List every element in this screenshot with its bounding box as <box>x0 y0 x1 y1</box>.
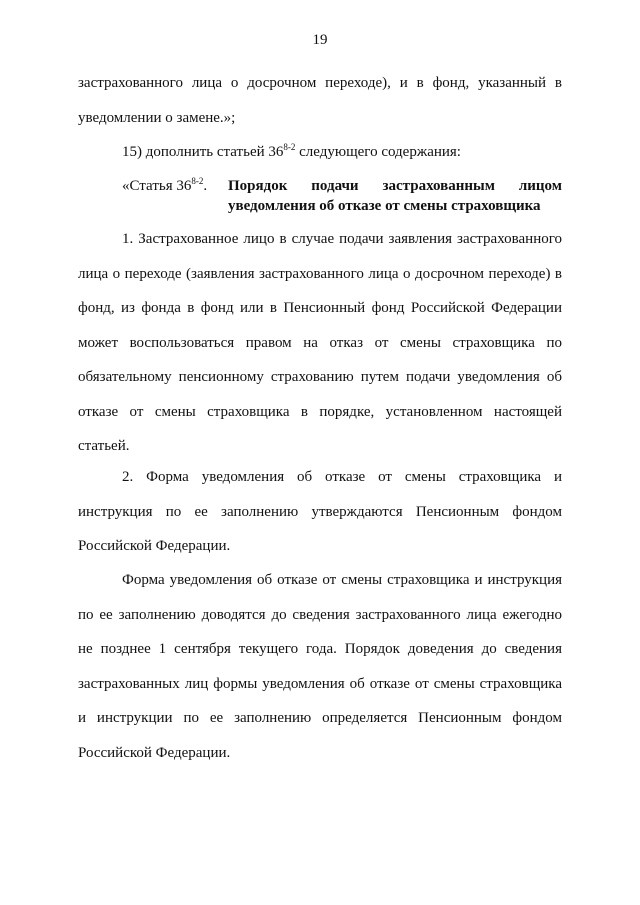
text-line: отказе от смены страховщика в порядке, установленном настоящей <box>78 403 562 420</box>
article-label-dot: . <box>203 178 208 194</box>
page-number: 19 <box>312 32 328 48</box>
text-line: по ее заполнению доводятся до сведения застрахованного лица ежегодно <box>78 606 562 623</box>
text-line: инструкция по ее заполнению утверждаются Пенсионным фондом <box>78 503 562 520</box>
article-title-line: уведомления об отказе от смены страховщика <box>228 198 541 214</box>
text-line: не позднее 1 сентября текущего года. Порядок доведения до сведения <box>78 641 562 657</box>
text-line: застрахованных лиц формы уведомления об отказе от смены страховщика <box>78 675 562 692</box>
paragraph-3 <box>78 563 562 770</box>
text-line: обязательному пенсионному страхованию путем подачи уведомления об <box>78 369 562 385</box>
continuation-paragraph <box>78 66 562 135</box>
item-15-text: 15) дополнить статьей 36 <box>122 144 284 160</box>
paragraph-2 <box>78 460 562 564</box>
text-line: Российской Федерации. <box>78 744 231 761</box>
item-15 <box>122 135 562 170</box>
text-line: фонд, из фонда в фонд или в Пенсионный фонд Российской Федерации <box>78 300 562 316</box>
item-15-text-after: следующего содержания: <box>295 144 461 160</box>
text-line: 2. Форма уведомления об отказе от смены страховщика и <box>122 469 562 485</box>
text-line: лица о переходе (заявления застрахованного лица о досрочном переходе) в <box>78 265 562 282</box>
article-title <box>228 176 562 216</box>
article-label-text: «Статья 36 <box>122 178 192 194</box>
article-title-line: Порядок подачи застрахованным лицом <box>228 178 562 194</box>
text-line: уведомлении о замене.»; <box>78 109 236 126</box>
paragraph-1 <box>78 222 562 464</box>
text-line: может воспользоваться правом на отказ от смены страховщика по <box>78 334 562 351</box>
text-line: Форма уведомления об отказе от смены страховщика и инструкция <box>122 572 562 588</box>
item-15-superscript: 8-2 <box>283 142 296 152</box>
text-line: 1. Застрахованное лицо в случае подачи заявления застрахованного <box>122 231 562 247</box>
text-line: статьей. <box>78 438 130 454</box>
text-line: застрахованного лица о досрочном переходе), и в фонд, указанный в <box>78 75 562 91</box>
article-superscript: 8-2 <box>191 176 204 186</box>
text-line: и инструкции по ее заполнению определяется Пенсионным фондом <box>78 710 562 726</box>
article-label <box>122 176 207 196</box>
text-line: Российской Федерации. <box>78 538 231 554</box>
